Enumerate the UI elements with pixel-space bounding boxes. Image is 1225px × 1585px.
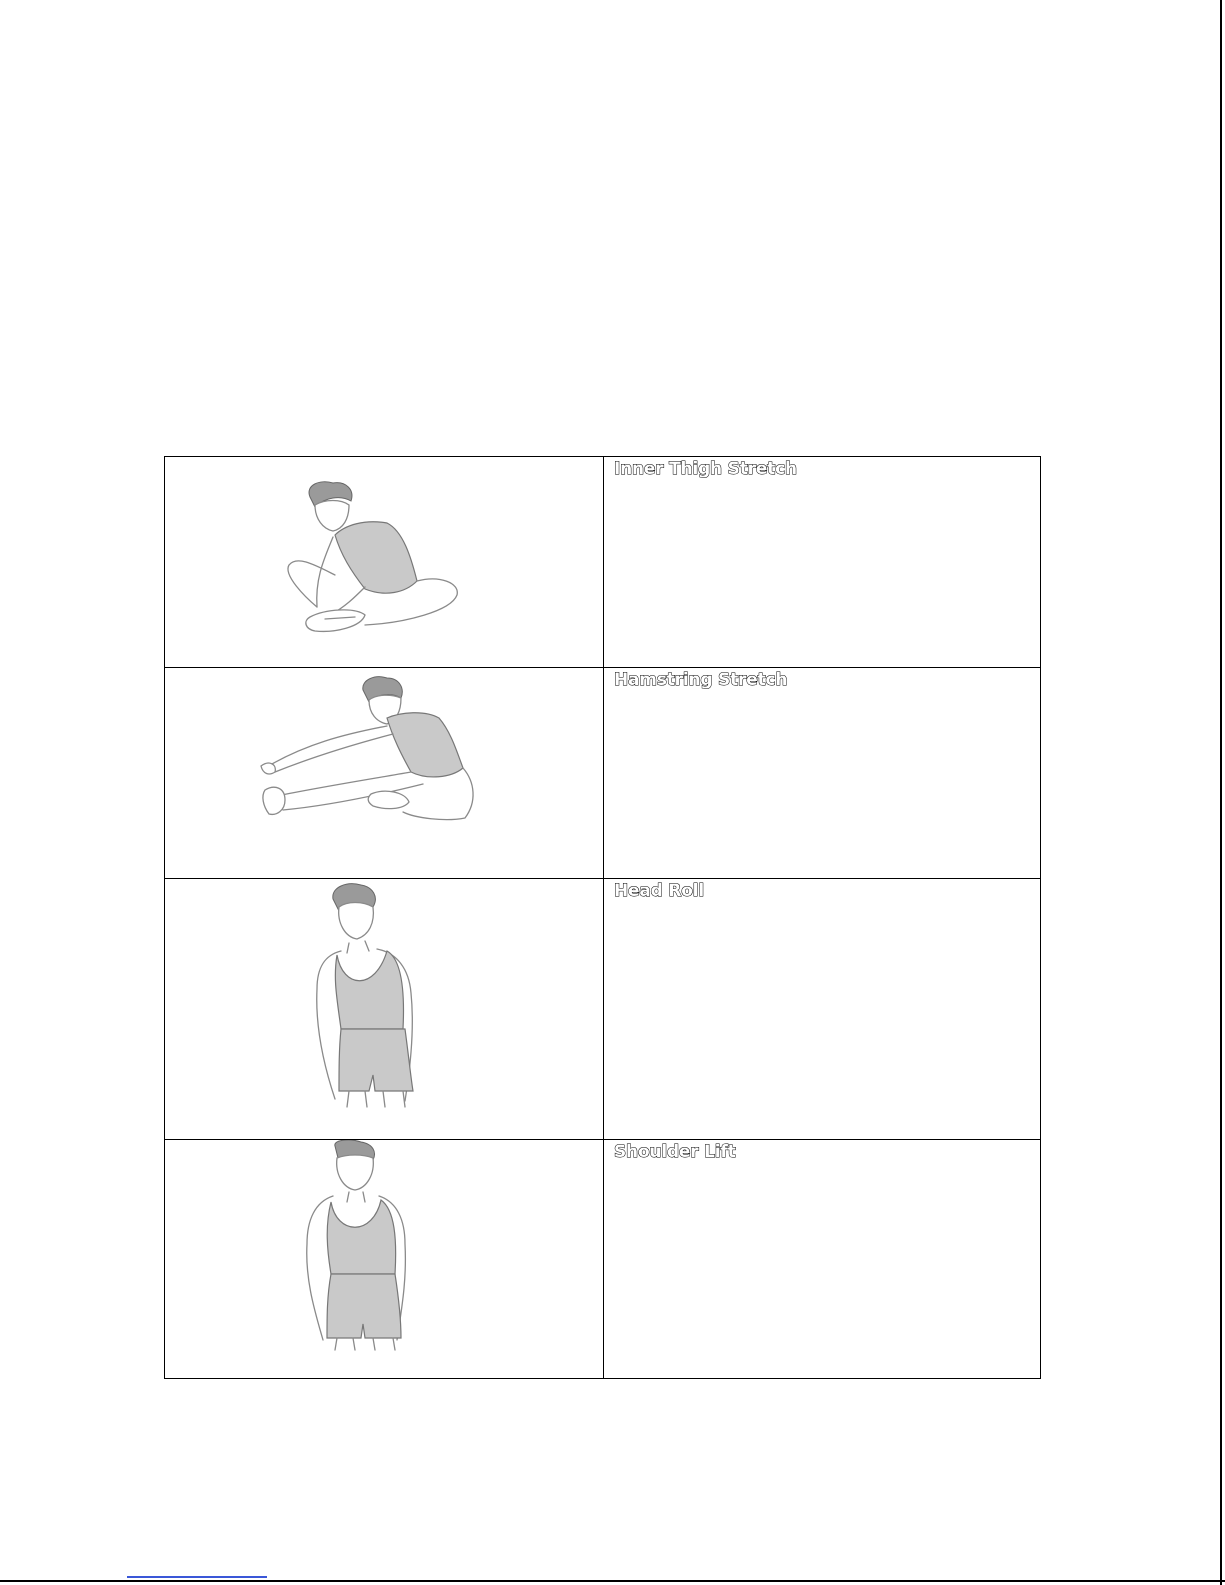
seated-butterfly-stretch-figure xyxy=(165,457,603,665)
exercise-title: Hamstring Stretch xyxy=(614,670,788,690)
illustration-cell xyxy=(165,457,604,668)
exercise-text-cell xyxy=(604,1140,1041,1379)
stretch-exercises-table xyxy=(164,456,1041,1379)
illustration-cell xyxy=(165,1140,604,1379)
exercise-text-cell xyxy=(604,457,1041,668)
exercise-title: Inner Thigh Stretch xyxy=(614,459,797,479)
exercise-text-cell xyxy=(604,668,1041,879)
table-row xyxy=(165,1140,1041,1379)
page-bottom-edge xyxy=(0,1580,1225,1582)
standing-head-tilt-figure xyxy=(165,879,603,1137)
table-row xyxy=(165,457,1041,668)
illustration-cell xyxy=(165,879,604,1140)
table-row xyxy=(165,668,1041,879)
table-row xyxy=(165,879,1041,1140)
footnote-separator xyxy=(127,1576,267,1578)
seated-hamstring-stretch-figure xyxy=(165,668,603,876)
illustration-cell xyxy=(165,668,604,879)
standing-shoulder-lift-figure xyxy=(165,1140,603,1376)
exercise-text-cell xyxy=(604,879,1041,1140)
exercise-title: Shoulder Lift xyxy=(614,1142,736,1162)
exercise-title: Head Roll xyxy=(614,881,704,901)
